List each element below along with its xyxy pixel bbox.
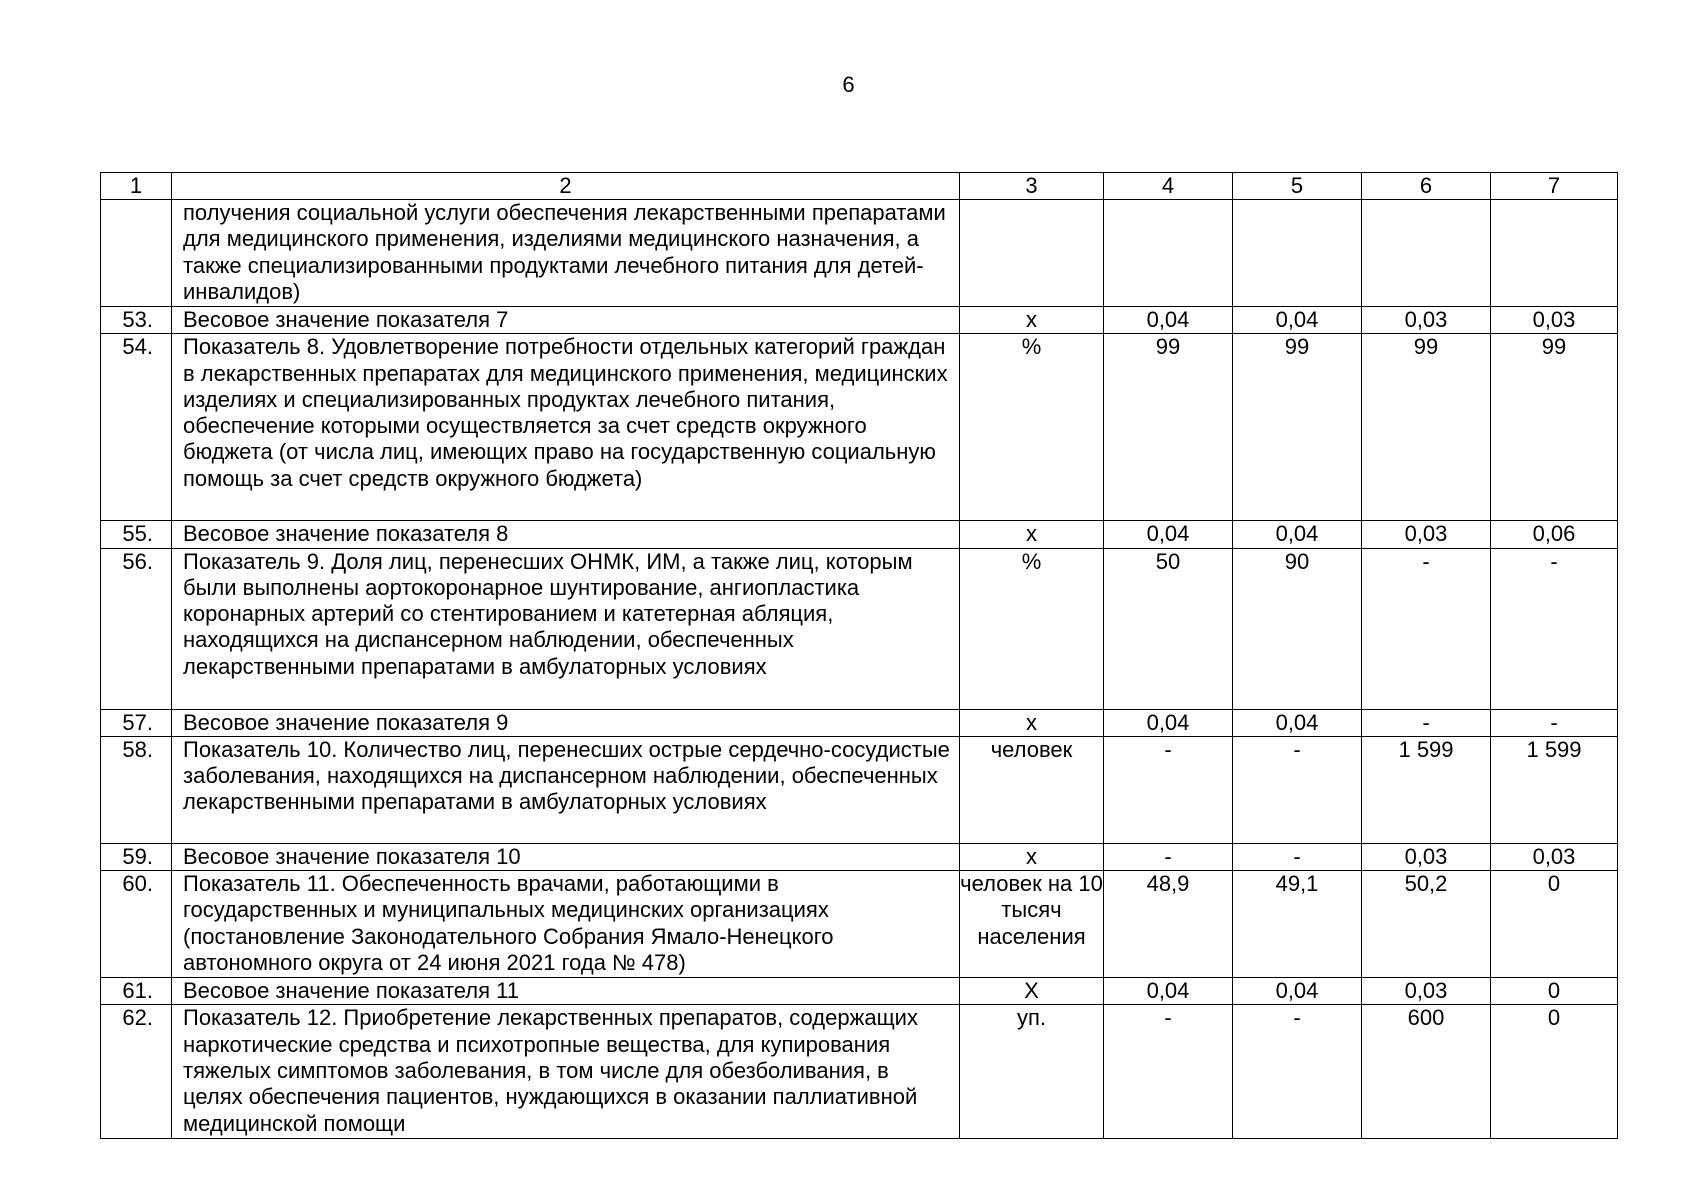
- unit-cell: Х: [960, 978, 1104, 1005]
- indicator-name: Показатель 9. Доля лиц, перенесших ОНМК, ИМ, а также лиц, которым были выполнены аортокоронарное шунтирование, ангиопластика коронарных артерий со стентированием и катетерная абляция, находящихся на диспансерном наблюдении, обеспеченных лекарственными препаратами в амбулаторных условиях: [172, 548, 960, 709]
- value-col5: 99: [1233, 334, 1362, 521]
- table-row: [101, 736, 1618, 843]
- table-row: [101, 307, 1618, 334]
- value-col5: 0,04: [1233, 709, 1362, 736]
- value-col4: 99: [1104, 334, 1233, 521]
- unit-cell: %: [960, 548, 1104, 709]
- row-number: 55.: [101, 521, 172, 548]
- value-col4: -: [1104, 843, 1233, 870]
- column-number-5: 5: [1233, 173, 1362, 200]
- indicator-name: Показатель 8. Удовлетворение потребности отдельных категорий граждан в лекарственных препаратах для медицинского применения, медицинских изделиях и специализированных продуктах лечебного питания, обеспечение которыми осуществляется за счет средств окружного бюджета (от числа лиц, имеющих право на государственную социальную помощь за счет средств окружного бюджета): [172, 334, 960, 521]
- table-row: [101, 978, 1618, 1005]
- table-row: [101, 843, 1618, 870]
- value-col6: [1362, 200, 1491, 307]
- unit-cell: х: [960, 307, 1104, 334]
- value-col7: 1 599: [1491, 736, 1618, 843]
- value-col5: -: [1233, 1005, 1362, 1139]
- value-col5: 0,04: [1233, 521, 1362, 548]
- column-number-4: 4: [1104, 173, 1233, 200]
- value-col4: -: [1104, 1005, 1233, 1139]
- unit-cell: человек на 10 тысяч населения: [960, 871, 1104, 978]
- value-col7: -: [1491, 709, 1618, 736]
- row-number: 53.: [101, 307, 172, 334]
- value-col7: 0,03: [1491, 843, 1618, 870]
- value-col7: 0,06: [1491, 521, 1618, 548]
- value-col6: -: [1362, 548, 1491, 709]
- row-number: 56.: [101, 548, 172, 709]
- indicator-name: Показатель 12. Приобретение лекарственных препаратов, содержащих наркотические средства и психотропные вещества, для купирования тяжелых симптомов заболевания, в том числе для обезболивания, в целях обеспечения пациентов, нуждающихся в оказании паллиативной медицинской помощи: [172, 1005, 960, 1139]
- indicator-name: Весовое значение показателя 10: [172, 843, 960, 870]
- unit-cell: х: [960, 521, 1104, 548]
- value-col4: 48,9: [1104, 871, 1233, 978]
- value-col5: -: [1233, 736, 1362, 843]
- value-col7: 0: [1491, 871, 1618, 978]
- row-number: 58.: [101, 736, 172, 843]
- value-col4: 0,04: [1104, 978, 1233, 1005]
- row-number: 60.: [101, 871, 172, 978]
- indicator-name: Показатель 11. Обеспеченность врачами, работающими в государственных и муниципальных медицинских организациях (постановление Законодательного Собрания Ямало-Ненецкого автономного округа от 24 июня 2021 года № 478): [172, 871, 960, 978]
- indicator-name: Показатель 10. Количество лиц, перенесших острые сердечно-сосудистые заболевания, находящихся на диспансерном наблюдении, обеспеченных лекарственными препаратами в амбулаторных условиях: [172, 736, 960, 843]
- value-col5: 90: [1233, 548, 1362, 709]
- column-number-2: 2: [172, 173, 960, 200]
- value-col5: [1233, 200, 1362, 307]
- table-row: [101, 871, 1618, 978]
- value-col5: 0,04: [1233, 978, 1362, 1005]
- column-number-6: 6: [1362, 173, 1491, 200]
- value-col4: [1104, 200, 1233, 307]
- value-col6: 1 599: [1362, 736, 1491, 843]
- row-number: 57.: [101, 709, 172, 736]
- value-col4: 0,04: [1104, 521, 1233, 548]
- table-row: [101, 200, 1618, 307]
- value-col7: 0,03: [1491, 307, 1618, 334]
- unit-cell: %: [960, 334, 1104, 521]
- value-col4: 50: [1104, 548, 1233, 709]
- indicator-name: Весовое значение показателя 9: [172, 709, 960, 736]
- row-number: 61.: [101, 978, 172, 1005]
- indicator-name: Весовое значение показателя 8: [172, 521, 960, 548]
- column-number-7: 7: [1491, 173, 1618, 200]
- value-col6: 0,03: [1362, 843, 1491, 870]
- value-col7: 0: [1491, 978, 1618, 1005]
- value-col4: 0,04: [1104, 307, 1233, 334]
- indicator-name: получения социальной услуги обеспечения лекарственными препаратами для медицинского применения, изделиями медицинского назначения, а также специализированными продуктами лечебного питания для детей-инвалидов): [172, 200, 960, 307]
- value-col4: -: [1104, 736, 1233, 843]
- value-col5: 49,1: [1233, 871, 1362, 978]
- value-col6: 0,03: [1362, 978, 1491, 1005]
- value-col7: -: [1491, 548, 1618, 709]
- column-number-3: 3: [960, 173, 1104, 200]
- row-number: 59.: [101, 843, 172, 870]
- table-row: [101, 709, 1618, 736]
- unit-cell: уп.: [960, 1005, 1104, 1139]
- value-col4: 0,04: [1104, 709, 1233, 736]
- unit-cell: человек: [960, 736, 1104, 843]
- value-col6: 0,03: [1362, 521, 1491, 548]
- value-col6: 0,03: [1362, 307, 1491, 334]
- row-number: 54.: [101, 334, 172, 521]
- page-number: 6: [842, 72, 855, 97]
- unit-cell: х: [960, 843, 1104, 870]
- value-col7: 99: [1491, 334, 1618, 521]
- value-col7: 0: [1491, 1005, 1618, 1139]
- table-row: [101, 334, 1618, 521]
- value-col6: -: [1362, 709, 1491, 736]
- value-col5: 0,04: [1233, 307, 1362, 334]
- table-row: [101, 521, 1618, 548]
- value-col6: 50,2: [1362, 871, 1491, 978]
- indicator-name: Весовое значение показателя 7: [172, 307, 960, 334]
- value-col5: -: [1233, 843, 1362, 870]
- value-col6: 99: [1362, 334, 1491, 521]
- row-number: [101, 200, 172, 307]
- table-row: [101, 548, 1618, 709]
- value-col6: 600: [1362, 1005, 1491, 1139]
- column-number-1: 1: [101, 173, 172, 200]
- value-col7: [1491, 200, 1618, 307]
- row-number: 62.: [101, 1005, 172, 1139]
- unit-cell: х: [960, 709, 1104, 736]
- unit-cell: [960, 200, 1104, 307]
- indicator-name: Весовое значение показателя 11: [172, 978, 960, 1005]
- table-header-row: [101, 173, 1618, 200]
- table-row: [101, 1005, 1618, 1139]
- indicators-table: [100, 172, 1618, 1139]
